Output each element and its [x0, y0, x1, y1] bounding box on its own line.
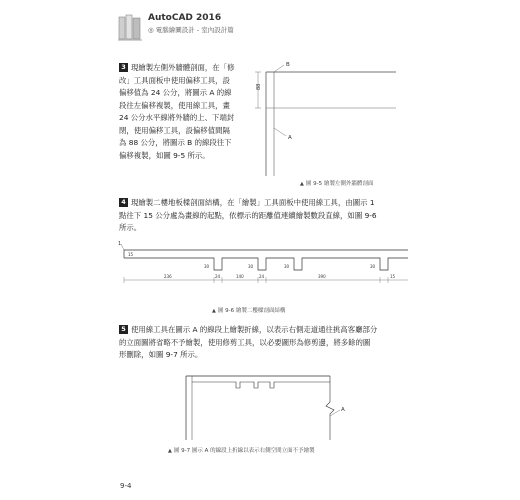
dim-15-right: 15: [390, 274, 396, 279]
step-3-line-6: 閉，使用偏移工具，設偏移值間隔: [119, 125, 230, 135]
figure-9-7-caption: ▲ 圖 9-7 圖示 A 的線段上折線以表示右側空間立面不予繪製: [168, 448, 315, 454]
step-5-line-3: 形刪除，如圖 9-7 所示。: [119, 350, 203, 359]
point-1-label: 1: [118, 241, 122, 247]
step-3-line-5: 24 公分水平線將外牆的上、下端封: [119, 113, 235, 122]
step-4: [119, 197, 409, 235]
step-4-line-3: 所示。: [119, 223, 142, 232]
book-subtitle: ◎ 電腦繪圖設計 - 室內設計篇: [148, 26, 234, 34]
dim-30-c: 30: [284, 264, 290, 269]
step-5-line-2: 的立面圖將省略不予繪製，使用修剪工具，以必要圖形為修剪邊，將多餘的圖: [119, 337, 371, 347]
dim-30-d: 30: [370, 264, 376, 269]
page-number: 9-4: [120, 482, 132, 490]
dim-390: 390: [318, 274, 326, 279]
step-3-line-4: 段往左偏移複製，使用線工具，畫: [119, 100, 230, 110]
step-5: [119, 324, 414, 362]
dim-30-a: 30: [204, 264, 210, 269]
book-title: AutoCAD 2016: [148, 13, 222, 23]
dim-140: 140: [236, 274, 244, 279]
dim-24-b: 24: [259, 274, 265, 279]
step-3-line-3: 偏移值為 24 公分，將圖示 A 的線: [119, 88, 232, 97]
figure-9-5-caption: ▲ 圖 9-5 繪製左側外牆體剖面: [300, 181, 374, 187]
step-3-line-2: 改」工具面板中使用偏移工具，設: [119, 75, 230, 85]
step-4-line-1: 4 現繪製二樓地板樑剖面結構，在「繪製」工具面板中使用線工具，由圖示 1: [119, 197, 409, 210]
step-3-line-1: 3 現繪製左側外牆體剖面，在「修: [119, 62, 279, 75]
figure-9-5-drawing: [246, 58, 396, 176]
dim-24-a: 24: [215, 274, 221, 279]
figure-9-6-caption: ▲ 圖 9-6 繪製二樓樑剖面結構: [212, 308, 286, 314]
step-number: 3: [119, 63, 128, 72]
dim-15-top: 15: [128, 252, 134, 257]
step-3-line-7: 為 88 公分，將圖示 B 的線段往下: [119, 138, 232, 147]
figure-9-7-drawing: [180, 372, 350, 440]
dim-88-label: 88: [256, 83, 262, 90]
dim-236: 236: [164, 274, 172, 279]
label-a-fig7: A: [341, 407, 345, 413]
step-3-line-8: 偏移複製，如圖 9-5 所示。: [119, 150, 210, 160]
step-4-line-2: 點往下 15 公分處為畫線的起點，依標示的距離值連續繪製數段直線，如圖 9-6: [119, 210, 377, 220]
dim-30-b: 30: [248, 264, 254, 269]
book-logo-icon: [118, 14, 142, 42]
step-number: 5: [119, 325, 128, 334]
step-5-line-1: 5 使用線工具在圖示 A 的線段上繪製折線，以表示右側走道通往挑高客廳部分: [119, 324, 414, 337]
label-a: A: [288, 135, 292, 141]
label-b: B: [286, 62, 290, 68]
step-number: 4: [119, 198, 128, 207]
figure-9-6-drawing: [118, 240, 408, 302]
